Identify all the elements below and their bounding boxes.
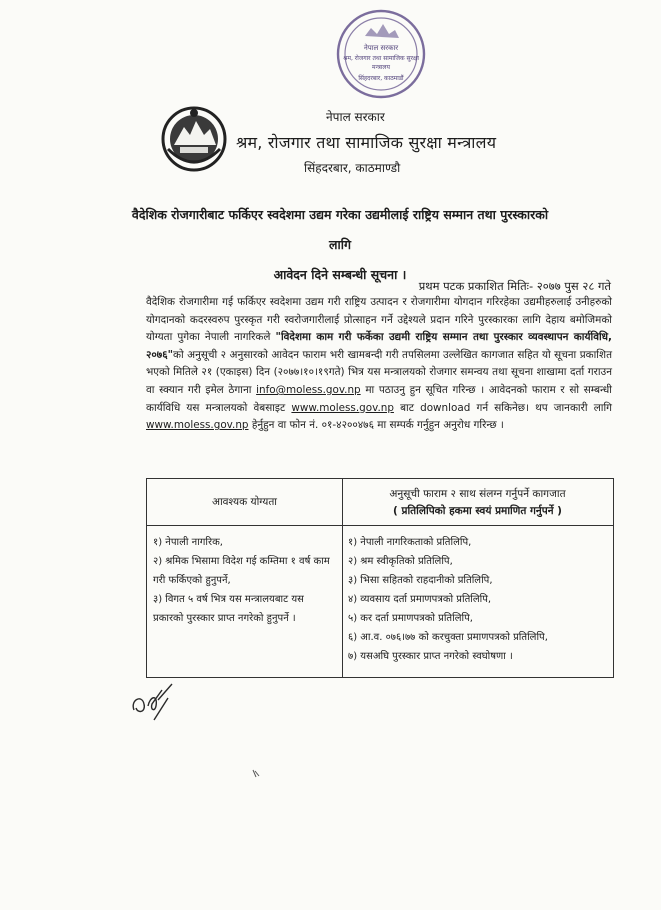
qualification-item: २) श्रमिक भिसामा विदेश गई कम्तिमा १ वर्ष काम गरी फर्किएको हुनुपर्ने, — [153, 556, 330, 586]
notice-title-line-2: आवेदन दिने सम्बन्धी सूचना । — [273, 267, 407, 282]
government-name: नेपाल सरकार — [326, 110, 385, 124]
documents-header — [342, 479, 613, 526]
stamp-line-4: सिंहदरबार, काठमाडौं — [358, 75, 404, 82]
notice-title — [125, 200, 555, 290]
publication-date: प्रथम पटक प्रकाशित मितिः- २०७७ पुस २८ गते — [418, 279, 611, 293]
documents-subheader: ( प्रतिलिपिको हकमा स्वयं प्रमाणित गर्नुपर्ने ) — [393, 504, 562, 517]
ministry-address: सिंहदरबार, काठमाण्डौ — [304, 161, 401, 175]
qualifications-column — [147, 479, 343, 677]
document-item: ५) कर दर्ता प्रमाणपत्रको प्रतिलिपि, — [348, 613, 473, 624]
website-link-1[interactable]: www.moless.gov.np — [291, 401, 394, 414]
body-text-part-5: हेर्नुहुन वा फोन नं. ०१-४२००४७६ मा सम्पर्क गर्नुहुन अनुरोध गरिन्छ । — [248, 419, 504, 432]
document-item: २) श्रम स्वीकृतिको प्रतिलिपि, — [348, 556, 453, 567]
body-text-part-1: वैदेशिक रोजगारीमा गई फर्किएर स्वदेशमा उद्यम गरी राष्ट्रिय उत्पादन र रोजगारीमा योगदान गरिरहेका उद्यमीहरुलाई उनीहरुको योगदानको कदरस्वरुप पुरस्कृत गरी स्वरोजगारीलाई प्रोत्साहन गर्ने उद्देश्यले प्रदान गरिने पुरस्कारका लागि देहाय बमोजिमको योग्यता पुगेका नेपाली नागरिकले — [146, 296, 612, 344]
qualifications-header-label: आवश्यक योग्यता — [211, 496, 278, 508]
stamp-line-1: नेपाल सरकार — [363, 44, 399, 52]
pen-mark — [250, 768, 262, 780]
website-link-2[interactable]: www.moless.gov.np — [146, 419, 249, 432]
body-text-part-3: मा पठाउनु हुन सूचित गरिन्छ । आवेदनको फाराम र सो सम्बन्धी कार्यविधि यस मन्त्रालयको वेबसाइट — [146, 383, 613, 414]
notice-title-line-1: वैदेशिक रोजगारीबाट फर्किएर स्वदेशमा उद्यम गरेका उद्यमीलाई राष्ट्रिय सम्मान तथा पुरस्कारको लागि — [131, 207, 549, 252]
qualification-item: ३) विगत ५ वर्ष भित्र यस मन्त्रालयबाट यस प्रकारको पुरस्कार प्राप्त नगरेको हुनुपर्ने । — [153, 594, 304, 624]
procedure-title: "विदेशमा काम गरी फर्केका उद्यमी राष्ट्रिय सम्मान तथा पुरस्कार व्यवस्थापन कार्यविधि, २०७६" — [146, 331, 613, 361]
qualification-item: १) नेपाली नागरिक, — [153, 537, 223, 548]
requirements-table — [146, 478, 614, 678]
qualifications-list — [153, 533, 336, 628]
documents-column — [342, 479, 613, 677]
stamp-line-2: श्रम, रोजगार तथा सामाजिक सुरक्षा — [343, 55, 419, 62]
document-item: १) नेपाली नागरिकताको प्रतिलिपि, — [348, 537, 472, 548]
qualifications-header — [147, 479, 342, 526]
handwritten-signature — [128, 680, 188, 724]
body-text-part-4: बाट download गर्न सकिनेछ। थप जानकारी लागि — [393, 401, 612, 414]
notice-body — [146, 294, 612, 435]
nepal-emblem-icon — [160, 105, 228, 173]
documents-header-label: अनुसूची फाराम २ साथ संलग्न गर्नुपर्ने कागजात — [389, 487, 566, 500]
email-link[interactable]: info@moless.gov.np — [256, 383, 361, 396]
document-item: ३) भिसा सहितको राहदानीको प्रतिलिपि, — [348, 575, 493, 586]
documents-list — [348, 533, 607, 666]
ministry-seal-stamp — [335, 8, 427, 100]
stamp-line-3: मन्त्रालय — [372, 64, 390, 71]
document-item: ६) आ.व. ०७६।७७ को करचुक्ता प्रमाणपत्रको प्रतिलिपि, — [348, 632, 548, 643]
body-text-part-2: को अनुसूची २ अनुसारको आवेदन फाराम भरी खामबन्दी गरी तपसिलमा उल्लेखित कागजात सहित यो सूचना प्रकाशित भएको मितिले २१ (एकाइस) दिन (२०७७।१०।१९गते) भित्र यस मन्त्रालयको रोजगार समन्वय तथा सूचना शाखामा दर्ता गराउन वा स्क्यान गरी इमेल ठेगाना — [146, 348, 612, 396]
document-item: ४) व्यवसाय दर्ता प्रमाणपत्रको प्रतिलिपि, — [348, 594, 492, 605]
document-item: ७) यसअघि पुरस्कार प्राप्त नगरेको स्वघोषणा । — [348, 651, 513, 662]
letterhead — [236, 108, 566, 176]
ministry-name: श्रम, रोजगार तथा सामाजिक सुरक्षा मन्त्रालय — [236, 133, 497, 152]
